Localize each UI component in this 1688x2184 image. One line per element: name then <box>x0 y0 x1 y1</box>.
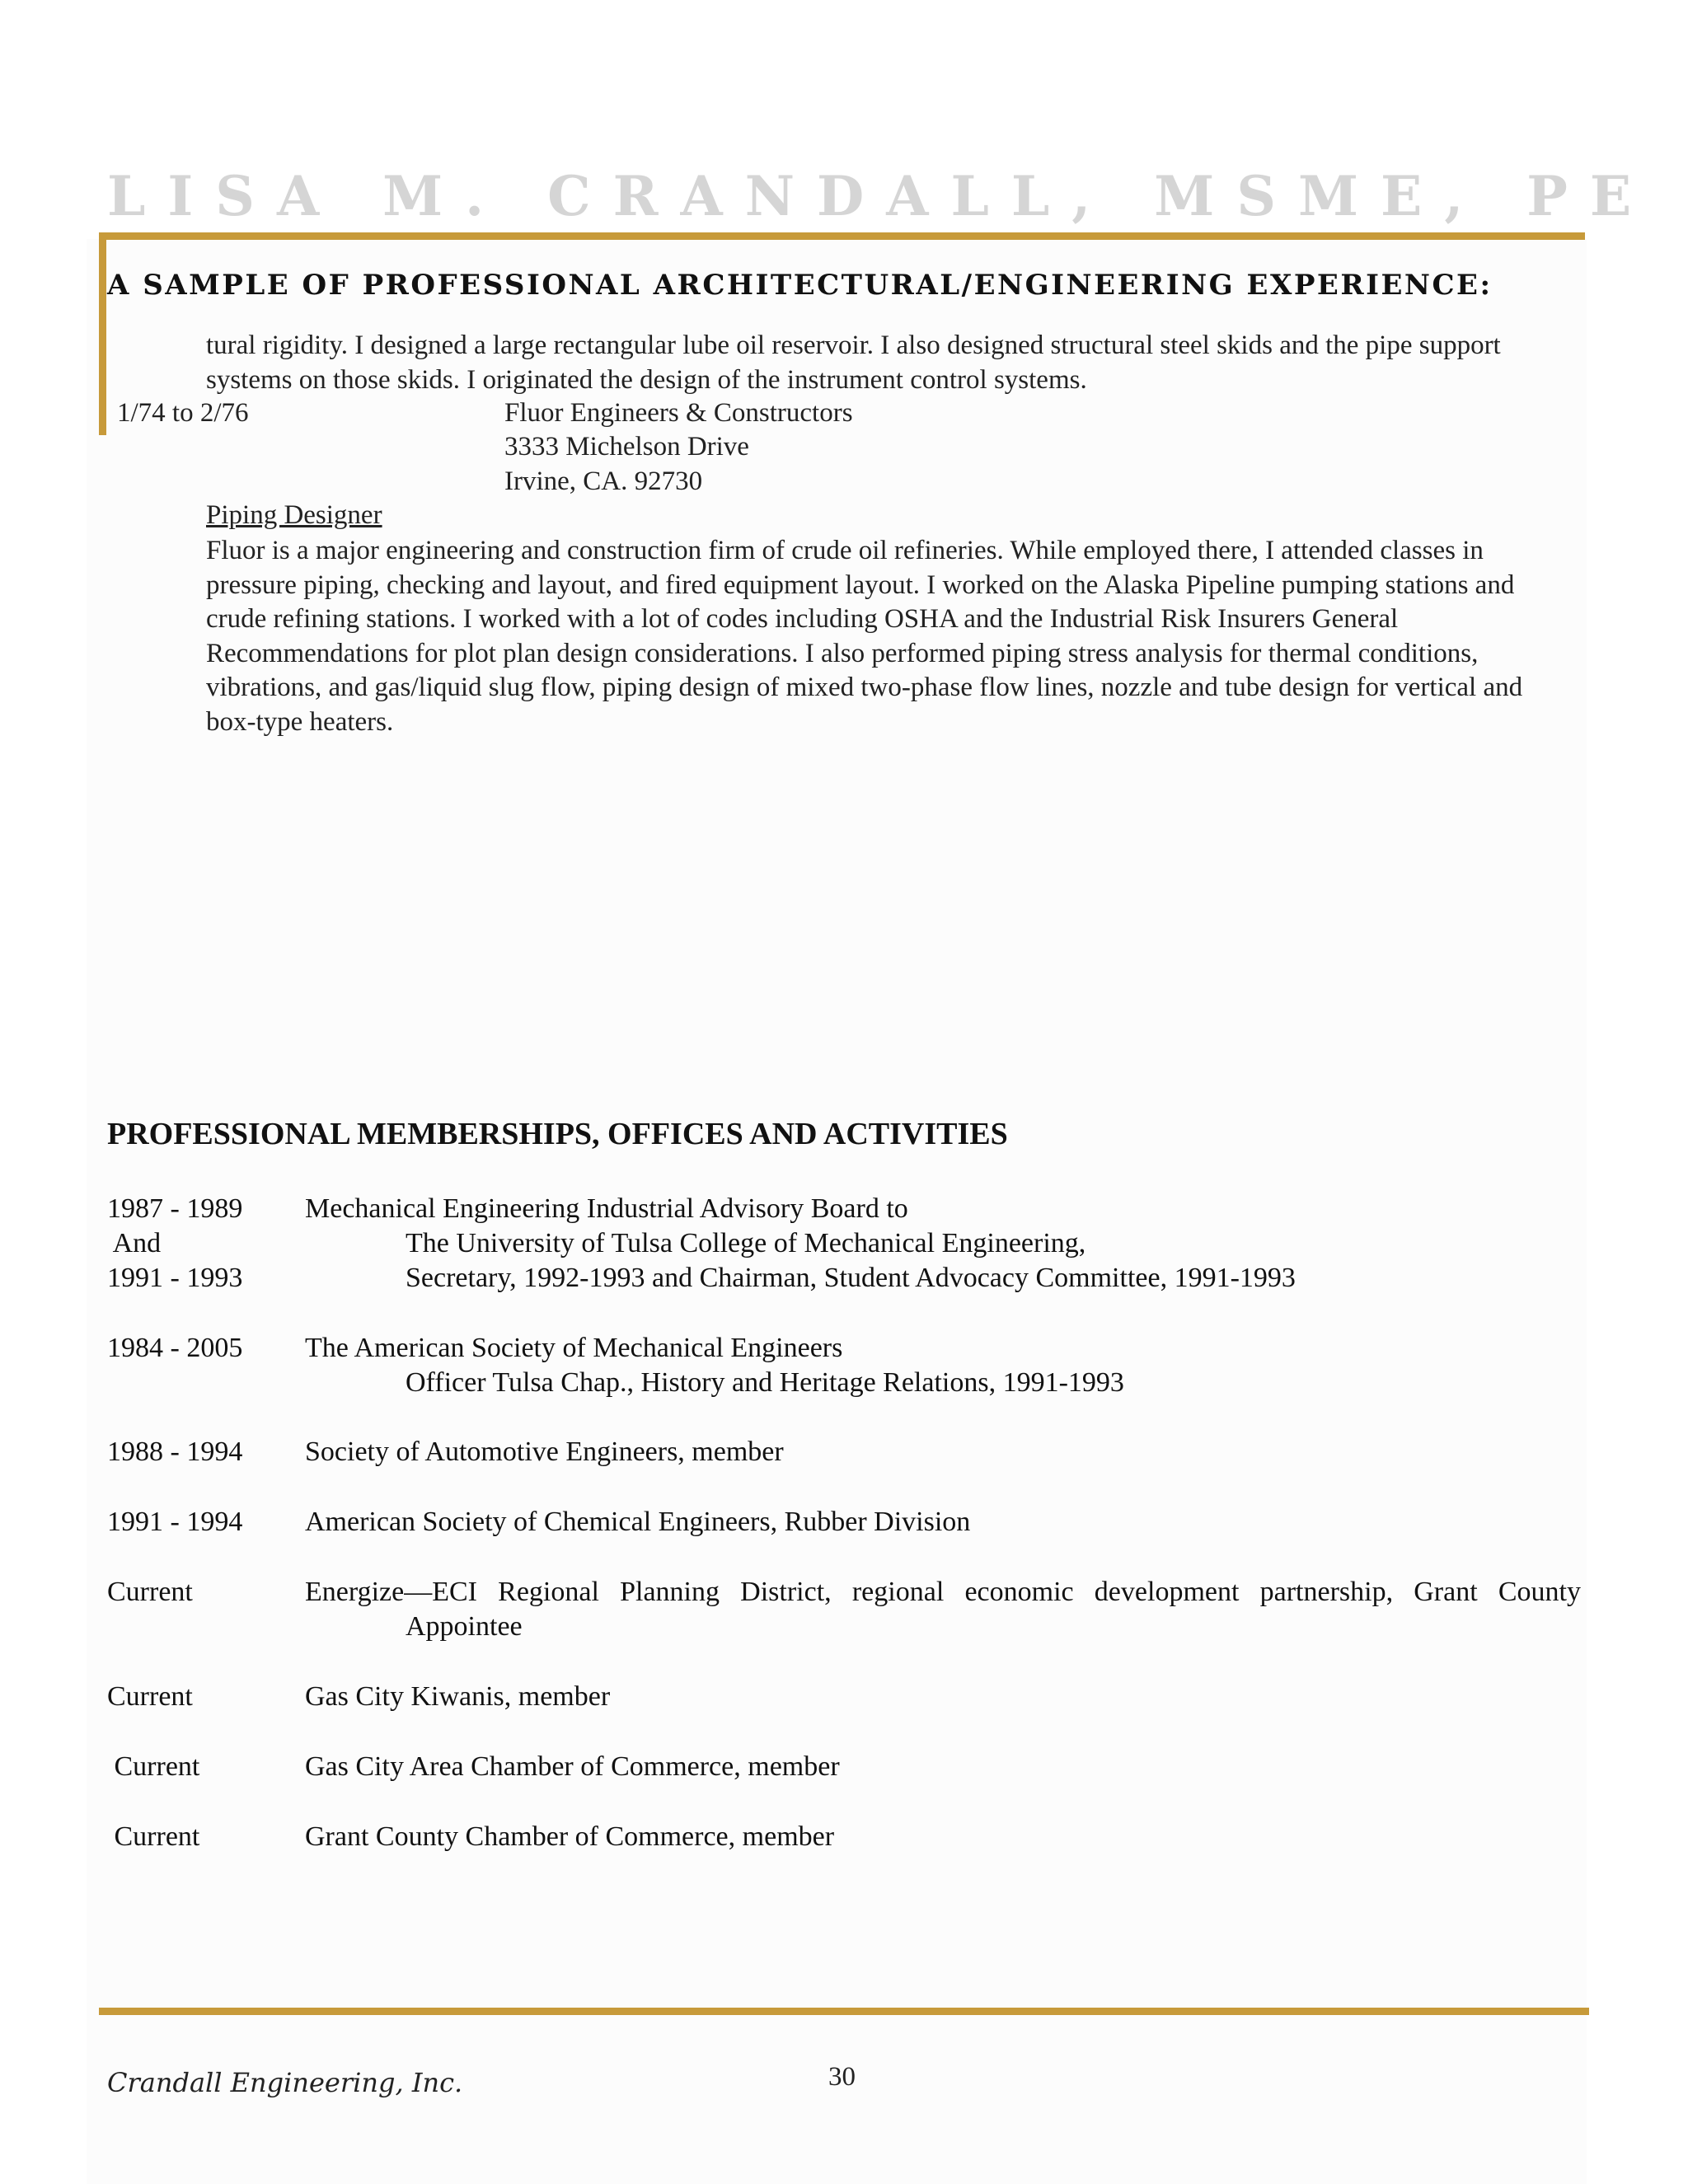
membership-text: Officer Tulsa Chap., History and Heritage Relations, 1991-1993 <box>406 1367 1124 1398</box>
membership-date: 1984 - 2005 <box>107 1333 243 1363</box>
membership-text: Energize—ECI Regional Planning District, regional economic development partnership, Grant County <box>305 1577 1581 1607</box>
membership-date: Current <box>107 1681 193 1712</box>
membership-date: 1988 - 1994 <box>107 1436 243 1467</box>
entry-address-line2: Irvine, CA. 92730 <box>504 466 703 496</box>
membership-date: 1987 - 1989 <box>107 1193 243 1224</box>
membership-date: Current <box>107 1751 200 1782</box>
section-title: A SAMPLE OF PROFESSIONAL ARCHITECTURAL/ENGINEERING EXPERIENCE: <box>107 269 1493 302</box>
membership-text: Appointee <box>406 1611 523 1642</box>
membership-date: Current <box>107 1577 193 1607</box>
membership-text: Grant County Chamber of Commerce, member <box>305 1821 835 1852</box>
experience-continuation: tural rigidity. I designed a large rectangular lube oil reservoir. I also designed structural steel skids and the pipe support systems on those skids. I originated the design of the instrument control systems. <box>206 330 1501 395</box>
membership-text: Society of Automotive Engineers, member <box>305 1436 784 1467</box>
footer-company: Crandall Engineering, Inc. <box>107 2067 463 2098</box>
membership-text: Gas City Area Chamber of Commerce, member <box>305 1751 840 1782</box>
page-number: 30 <box>828 2062 856 2092</box>
membership-text: The American Society of Mechanical Engineers <box>305 1333 843 1363</box>
membership-date: 1991 - 1993 <box>107 1263 243 1293</box>
membership-text: Gas City Kiwanis, member <box>305 1681 611 1712</box>
membership-date: And <box>107 1228 162 1258</box>
memberships-heading: PROFESSIONAL MEMBERSHIPS, OFFICES AND ACTIVITIES <box>107 1117 1008 1151</box>
entry-company: Fluor Engineers & Constructors <box>504 398 853 428</box>
membership-text: Mechanical Engineering Industrial Advisory Board to <box>305 1193 908 1224</box>
membership-text: Secretary, 1992-1993 and Chairman, Student Advocacy Committee, 1991-1993 <box>406 1263 1296 1293</box>
entry-address-line1: 3333 Michelson Drive <box>504 432 749 462</box>
membership-text: American Society of Chemical Engineers, Rubber Division <box>305 1507 971 1537</box>
entry-dates: 1/74 to 2/76 <box>117 398 249 428</box>
entry-description: Fluor is a major engineering and construction firm of crude oil refineries. While employed there, I attended classes in pressure piping, checking and layout, and fired equipment layout. I worked on the Alaska Pipeline pumping stations and crude refining stations. I worked with a lot of codes including OSHA and the Industrial Risk Insurers General Recommendations for plot plan design considerations. I also performed piping stress analysis for thermal conditions, vibrations, and gas/liquid slug flow, piping design of mixed two-phase flow lines, nozzle and tube design for vertical and box-type heaters. <box>206 536 1523 737</box>
author-name: LISA M. CRANDALL, MSME, PE <box>107 164 1654 228</box>
entry-job-title: Piping Designer <box>206 500 382 530</box>
header-rule <box>99 232 1585 240</box>
membership-text: The University of Tulsa College of Mechanical Engineering, <box>406 1228 1086 1258</box>
header-side-rule <box>99 232 106 435</box>
membership-date: Current <box>107 1821 200 1852</box>
footer-rule <box>99 2008 1589 2015</box>
membership-date: 1991 - 1994 <box>107 1507 243 1537</box>
